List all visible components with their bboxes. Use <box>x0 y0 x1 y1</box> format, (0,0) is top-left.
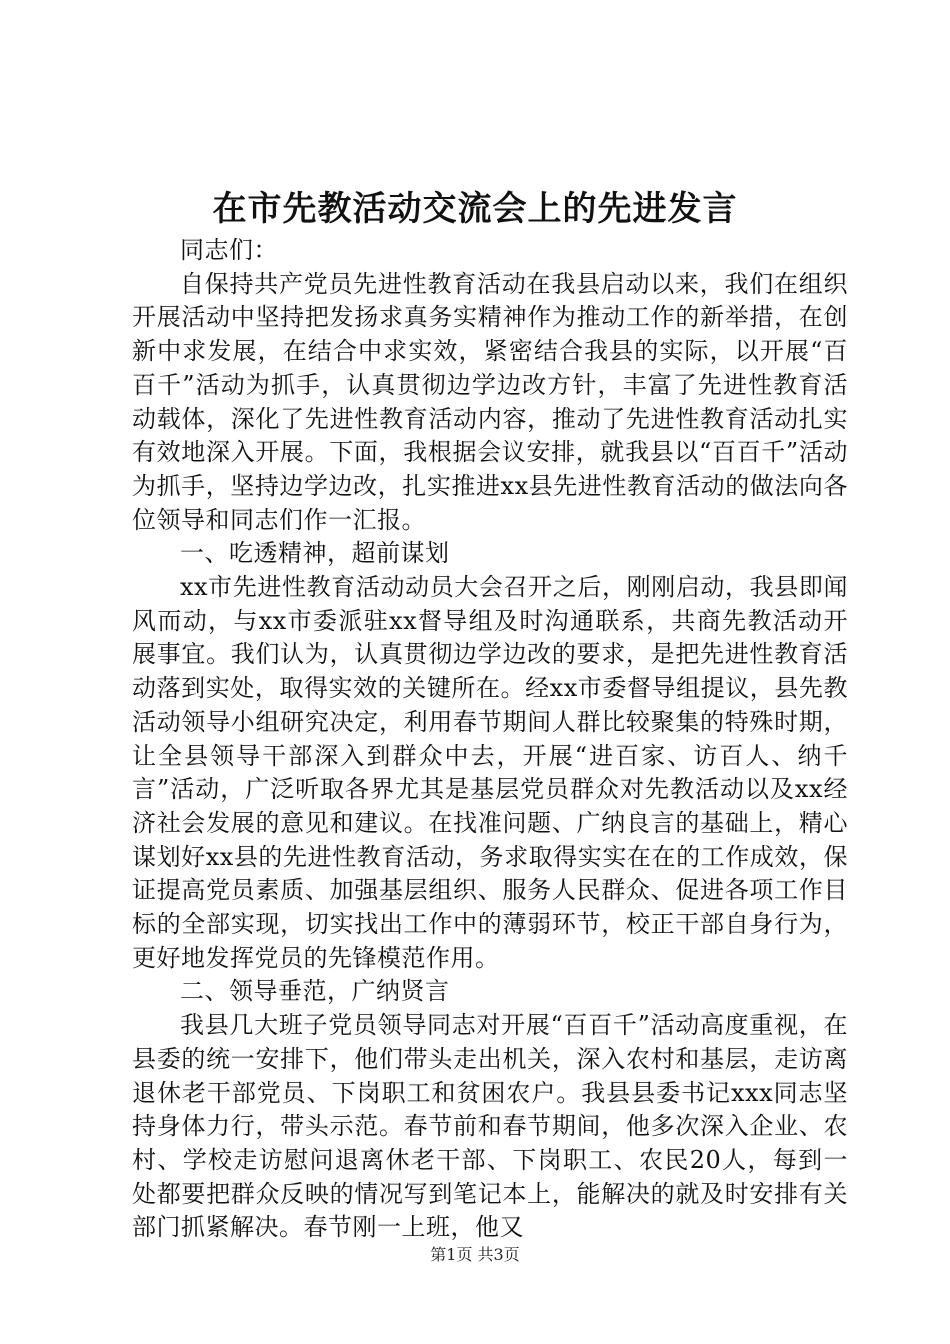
section-heading-2: 二、领导垂范，广纳贤言 <box>180 977 450 1006</box>
document-title: 在市先教活动交流会上的先进发言 <box>212 189 738 229</box>
paragraph-intro: 自保持共产党员先进性教育活动在我县启动以来，我们在组织开展活动中坚持把发扬求真务实精神作为推动工作的新举措，在创新中求发展，在结合中求实效，紧密结合我县的实际，以开展“百百千”活动为抓手，认真贯彻边学边改方针，丰富了先进性教育活动载体，深化了先进性教育活动内容，推动了先进性教育活动扎实有效地深入开展。下面，我根据会议安排，就我县以“百百千”活动为抓手，坚持边学边改，扎实推进xx县先进性教育活动的做法向各位领导和同志们作一汇报。 <box>132 269 848 534</box>
page-number-footer: 第1页 共3页 <box>430 1245 520 1264</box>
paragraph-section-2: 我县几大班子党员领导同志对开展“百百千”活动高度重视，在县委的统一安排下，他们带头走出机关，深入农村和基层，走访离退休老干部党员、下岗职工和贫困农户。我县县委书记xxx同志坚持身体力行，带头示范。春节前和春节期间，他多次深入企业、农村、学校走访慰问退离休老干部、下岗职工、农民20人，每到一处都要把群众反映的情况写到笔记本上，能解决的就及时安排有关部门抓紧解决。春节刚一上班，他又 <box>132 1011 848 1242</box>
document-body <box>132 234 848 1245</box>
section-heading-1: 一、吃透精神，超前谋划 <box>180 539 450 568</box>
paragraph-section-1: xx市先进性教育活动动员大会召开之后，刚刚启动，我县即闻风而动，与xx市委派驻xx督导组及时沟通联系，共商先教活动开展事宜。我们认为，认真贯彻边学边改的要求，是把先进性教育活动落到实处，取得实效的关键所在。经xx市委督导组提议，县先教活动领导小组研究决定，利用春节期间人群比较聚集的特殊时期，让全县领导干部深入到群众中去，开展“进百家、访百人、纳千言”活动，广泛听取各界尤其是基层党员群众对先教活动以及xx经济社会发展的意见和建议。在找准问题、广纳良言的基础上，精心谋划好xx县的先进性教育活动，务求取得实实在在的工作成效，保证提高党员素质、加强基层组织、服务人民群众、促进各项工作目标的全部实现，切实找出工作中的薄弱环节，校正干部自身行为，更好地发挥党员的先锋模范作用。 <box>132 573 848 972</box>
salutation: 同志们： <box>180 236 278 264</box>
